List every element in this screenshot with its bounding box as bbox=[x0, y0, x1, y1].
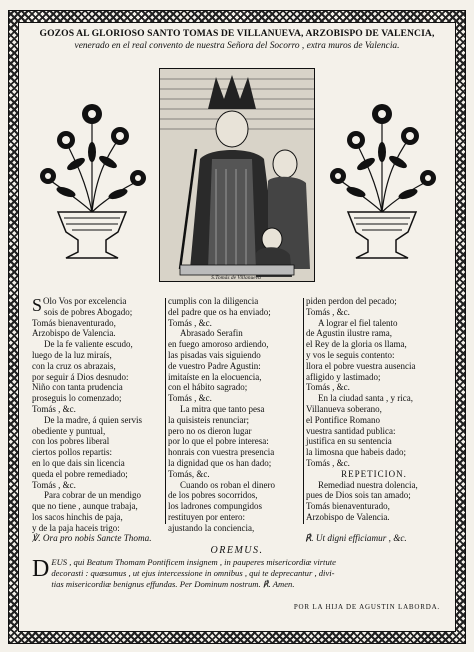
response: ℟. Ut digni efficiamur , &c. bbox=[305, 533, 407, 543]
verse-line: ajustando la conciencia, bbox=[168, 522, 255, 533]
verse-line: cumplis con la diligencia bbox=[168, 296, 259, 306]
repeticion-heading: REPETICION. bbox=[341, 468, 407, 479]
verse-line: del padre que os ha enviado; bbox=[168, 306, 271, 317]
column-divider bbox=[165, 298, 166, 524]
right-flower-vase-illustration bbox=[326, 92, 438, 272]
verse-line: Tomás , &c. bbox=[306, 382, 350, 393]
verse-line: Cuando os roban el dinero bbox=[180, 479, 275, 490]
prayer-line: decorasti : quæsumus , ut ejus intercessione in omnibus , qui te deprecantur , divi- bbox=[51, 567, 335, 578]
verse-line: Villanueva soberano, bbox=[306, 403, 382, 414]
verse-line: Tomás , &c. bbox=[306, 306, 350, 317]
verse-line: con los pobres liberal bbox=[32, 436, 110, 447]
verse-line: obediente y puntual, bbox=[32, 425, 106, 436]
verse-line: Tomás , &c. bbox=[32, 403, 76, 414]
verse-line: La mitra que tanto pesa bbox=[180, 403, 265, 414]
column-divider bbox=[303, 298, 304, 524]
verse-line: Tomás , &c. bbox=[306, 457, 350, 468]
verse-line: Tomás , &c. bbox=[32, 479, 76, 490]
versicle: ℣. Ora pro nobis Sancte Thoma. bbox=[32, 533, 152, 543]
verse-line: con la cruz os abrazais, bbox=[32, 360, 116, 371]
verse-line: los ladrones compungidos bbox=[168, 501, 262, 512]
verse-line: y de la paja haceis trigo: bbox=[32, 522, 120, 533]
drop-cap: S bbox=[32, 295, 43, 315]
verse-line: por seguir á Dios desnudo: bbox=[32, 371, 129, 382]
verse-line: de vuestro Padre Agustin: bbox=[168, 360, 261, 371]
verse-line: la limosna que habeis dado; bbox=[306, 447, 406, 458]
verse-line: por lo que el pobre interesa: bbox=[168, 436, 269, 447]
title-line-2: venerado en el real convento de nuestra Señora del Socorro , extra muros de Valencia. bbox=[74, 41, 400, 51]
verse-line: afligido y lastimado; bbox=[306, 371, 381, 382]
verse-line: A lograr el fiel talento bbox=[318, 317, 398, 328]
verse-line: la quisisteis renunciar; bbox=[168, 414, 249, 425]
verse-line: pero no os dieron lugar bbox=[168, 425, 252, 436]
verse-line: el Rey de la gloria os llama, bbox=[306, 339, 407, 350]
prayer-initial: D bbox=[32, 556, 50, 582]
verse-line: piden perdon del pecado; bbox=[306, 296, 397, 306]
verse-line: ciertos pollos repartis: bbox=[32, 447, 112, 458]
verse-line: de Agustin ilustre rama, bbox=[306, 328, 392, 339]
verse-line: en fuego amoroso ardiendo, bbox=[168, 339, 269, 350]
verse-line: queda el pobre remediado; bbox=[32, 468, 128, 479]
verse-line: De la fe valiente escudo, bbox=[44, 339, 133, 350]
title-line-1: GOZOS AL GLORIOSO SANTO TOMAS DE VILLANUEVA, ARZOBISPO DE VALENCIA, bbox=[39, 28, 435, 39]
verse-column-2 bbox=[168, 296, 302, 534]
verse-line: Para cobrar de un mendigo bbox=[44, 490, 141, 501]
verse-column-1 bbox=[32, 296, 164, 534]
verse-line: sois de pobres Abogado; bbox=[44, 306, 133, 317]
verse-line: En la ciudad santa , y rica, bbox=[318, 393, 413, 404]
verse-line: Arzobispo de Valencia. bbox=[32, 328, 116, 339]
left-flower-vase-illustration bbox=[36, 92, 148, 272]
verse-line: la dignidad que os han dado; bbox=[168, 457, 272, 468]
verse-line: Arzobispo de Valencia. bbox=[306, 511, 390, 522]
verse-line: con el hábito sagrado; bbox=[168, 382, 248, 393]
verse-line: Tomás bienaventurado, bbox=[306, 501, 390, 512]
verse-line: Tomás , &c. bbox=[168, 393, 212, 404]
verse-line: Niño con tanta prudencia bbox=[32, 382, 123, 393]
prayer-line: EUS , qui Beatum Thomam Pontificem insignem , in pauperes misericordiæ virtute bbox=[51, 557, 336, 567]
verse-line: de los pobres socorridos, bbox=[168, 490, 258, 501]
verse-line: imitaíste en la elocuencia, bbox=[168, 371, 262, 382]
printer-imprint: POR LA HIJA DE AGUSTIN LABORDA. bbox=[293, 603, 440, 611]
verse-line: luego de la luz miraís, bbox=[32, 349, 112, 360]
verse-column-3 bbox=[306, 296, 442, 523]
verse-line: Tomás bienaventurado, bbox=[32, 317, 116, 328]
verse-line: Remediad nuestra dolencia, bbox=[318, 479, 418, 490]
image-caption: S.Tomás de Villanueva bbox=[211, 275, 261, 281]
verse-line: pues de Dios sois tan amado; bbox=[306, 490, 411, 501]
oremus-heading: OREMUS. bbox=[210, 545, 264, 556]
verse-line: y vos le seguis contento: bbox=[306, 349, 395, 360]
verse-line: el Pontifice Romano bbox=[306, 414, 380, 425]
verse-line: vuestra santidad publica: bbox=[306, 425, 396, 436]
verse-line: Abrasado Serafin bbox=[180, 328, 243, 339]
verse-line: proseguis lo comenzado; bbox=[32, 393, 122, 404]
verse-line: De la madre, á quien servis bbox=[44, 414, 142, 425]
verse-line: las pisadas vais siguiendo bbox=[168, 349, 261, 360]
verse-line: Olo Vos por excelencia bbox=[43, 296, 127, 306]
verse-line: justifica en su sentencia bbox=[306, 436, 392, 447]
verse-line: llora el pobre vuestra ausencia bbox=[306, 360, 416, 371]
prayer-text bbox=[32, 557, 444, 589]
verse-line: honrais con vuestra presencia bbox=[168, 447, 275, 458]
saint-woodcut-illustration bbox=[159, 68, 315, 282]
verse-line: los sacos hinchis de paja, bbox=[32, 511, 123, 522]
verse-line: en lo que dais sin licencia bbox=[32, 457, 125, 468]
verse-line: Tomás , &c. bbox=[168, 317, 212, 328]
verse-line: que no tiene , aunque trabaja, bbox=[32, 501, 138, 512]
verse-line: Tomás, &c. bbox=[168, 468, 210, 479]
prayer-line: tias misericordiæ benignus effundas. Per Dominum nostrum. ℟. Amen. bbox=[51, 578, 295, 589]
verse-line: restituyen por entero: bbox=[168, 511, 245, 522]
